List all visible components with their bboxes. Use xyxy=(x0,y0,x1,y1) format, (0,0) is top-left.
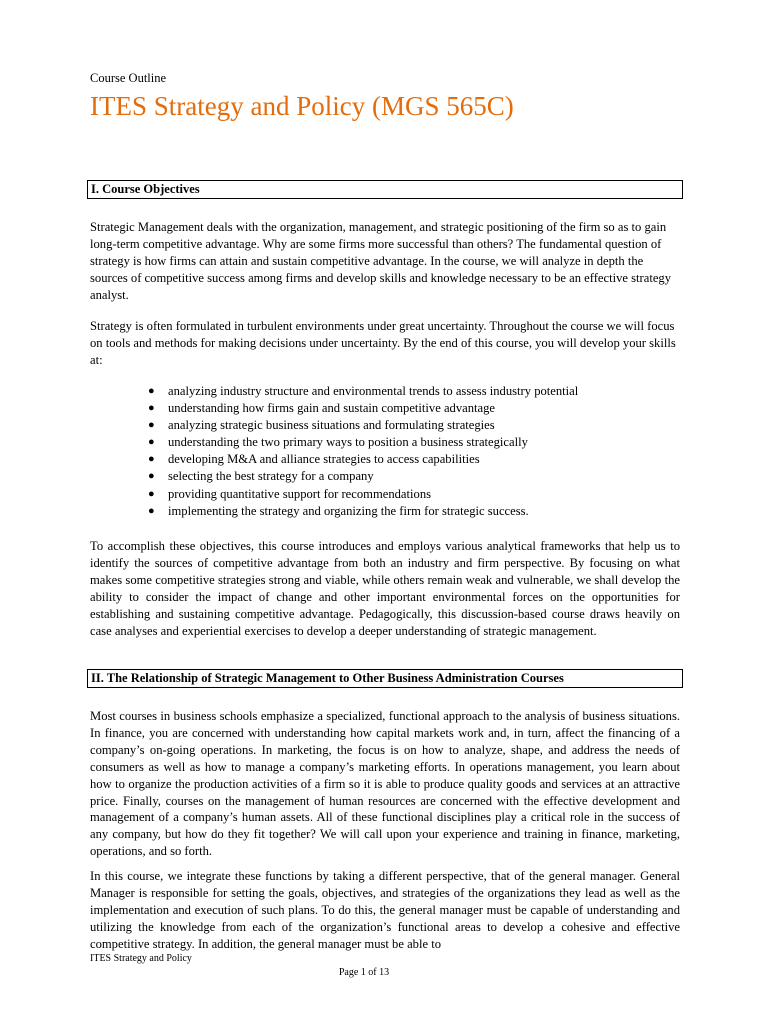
list-item-text: developing M&A and alliance strategies to access capabilities xyxy=(168,452,480,467)
bullet-icon: ● xyxy=(148,385,155,397)
bullet-icon: ● xyxy=(148,436,155,449)
list-item-text: analyzing industry structure and environmental trends to assess industry potential xyxy=(168,384,579,398)
list-item-text: analyzing strategic business situations and formulating strategies xyxy=(168,418,495,433)
objectives-bullet-list xyxy=(148,383,579,520)
page-title: ITES Strategy and Policy (MGS 565C) xyxy=(90,91,514,121)
objectives-paragraph-3: To accomplish these objectives, this course introduces and employs various analytical frameworks that help us to identify the sources of competitive advantage from both an industry and firm perspective. By focusing on what makes some competitive strategies strong and viable, while others remain weak and vulnerable, we shall develop the ability to consider the impact of change and other important environmental forces on the opportunities for establishing and sustaining competitive advantage. Pedagogically, this discussion-based course draws heavily on case analyses and experiential exercises to develop a deeper understanding of strategic management. xyxy=(90,539,680,638)
list-item xyxy=(148,486,578,503)
footer-page-number: Page 1 of 13 xyxy=(338,967,390,978)
objectives-paragraph-2: Strategy is often formulated in turbulent environments under great uncertainty. Throughout the course we will focus on tools and methods for making decisions under uncertainty. By the end of this course, you will develop your skills at: xyxy=(90,319,676,367)
section-heading-objectives: I. Course Objectives xyxy=(87,180,683,199)
list-item-text: understanding how firms gain and sustain competitive advantage xyxy=(168,401,496,416)
list-item xyxy=(148,434,578,451)
list-item xyxy=(148,503,578,520)
relationship-paragraph-2: In this course, we integrate these functions by taking a different perspective, that of the general manager. General Manager is responsible for setting the goals, objectives, and strategies of the organizations they lead as well as the implementation and execution of such plans. To do this, the general manager must be capable of understanding and utilizing the knowledge from each of the organization’s functional areas to develop a cohesive and effective competitive strategy. In addition, the general manager must be able to xyxy=(90,869,680,951)
document-label: Course Outline xyxy=(90,71,167,85)
list-item xyxy=(148,400,578,417)
objectives-paragraph-1: Strategic Management deals with the organization, management, and strategic positioning of the firm so as to gain long-term competitive advantage. Why are some firms more successful than others? The fundamental question of strategy is how firms can attain and sustain competitive advantage. In the course, we will analyze in depth the sources of competitive success among firms and develop skills and knowledge necessary to be an effective strategy analyst. xyxy=(90,220,671,302)
list-item-text: providing quantitative support for recommendations xyxy=(168,486,432,501)
bullet-icon: ● xyxy=(148,453,155,466)
bullet-icon: ● xyxy=(148,419,155,432)
list-item xyxy=(148,417,578,434)
list-item xyxy=(148,383,579,400)
bullet-icon: ● xyxy=(148,402,155,415)
list-item xyxy=(148,468,578,485)
relationship-paragraph-1: Most courses in business schools emphasize a specialized, functional approach to the analysis of business situations. In finance, you are concerned with understanding how capital markets work and, in turn, affect the financing of a company’s on-going operations. In marketing, the focus is on how to analyze, shape, and address the needs of consumers as well as how to manage a company’s marketing efforts. In operations management, you learn about how to organize the production activities of a firm so it is able to produce quality goods and services at an attractive price. Finally, courses on the management of human resources are concerned with the effective development and management of a company’s human assets. All of these functional disciplines play a critical role in the success of any company, but how do they fit together? We will call upon your experience and training in finance, marketing, operations, and so forth. xyxy=(90,709,680,859)
list-item-text: selecting the best strategy for a company xyxy=(168,469,374,484)
bullet-icon: ● xyxy=(148,470,155,483)
section-heading-relationship: II. The Relationship of Strategic Management to Other Business Administration Courses xyxy=(87,669,683,688)
footer-course-name: ITES Strategy and Policy xyxy=(90,953,192,964)
bullet-icon: ● xyxy=(148,504,155,517)
list-item-text: implementing the strategy and organizing the firm for strategic success. xyxy=(168,503,529,518)
list-item xyxy=(148,451,578,468)
bullet-icon: ● xyxy=(148,487,155,500)
list-item-text: understanding the two primary ways to position a business strategically xyxy=(168,435,528,450)
